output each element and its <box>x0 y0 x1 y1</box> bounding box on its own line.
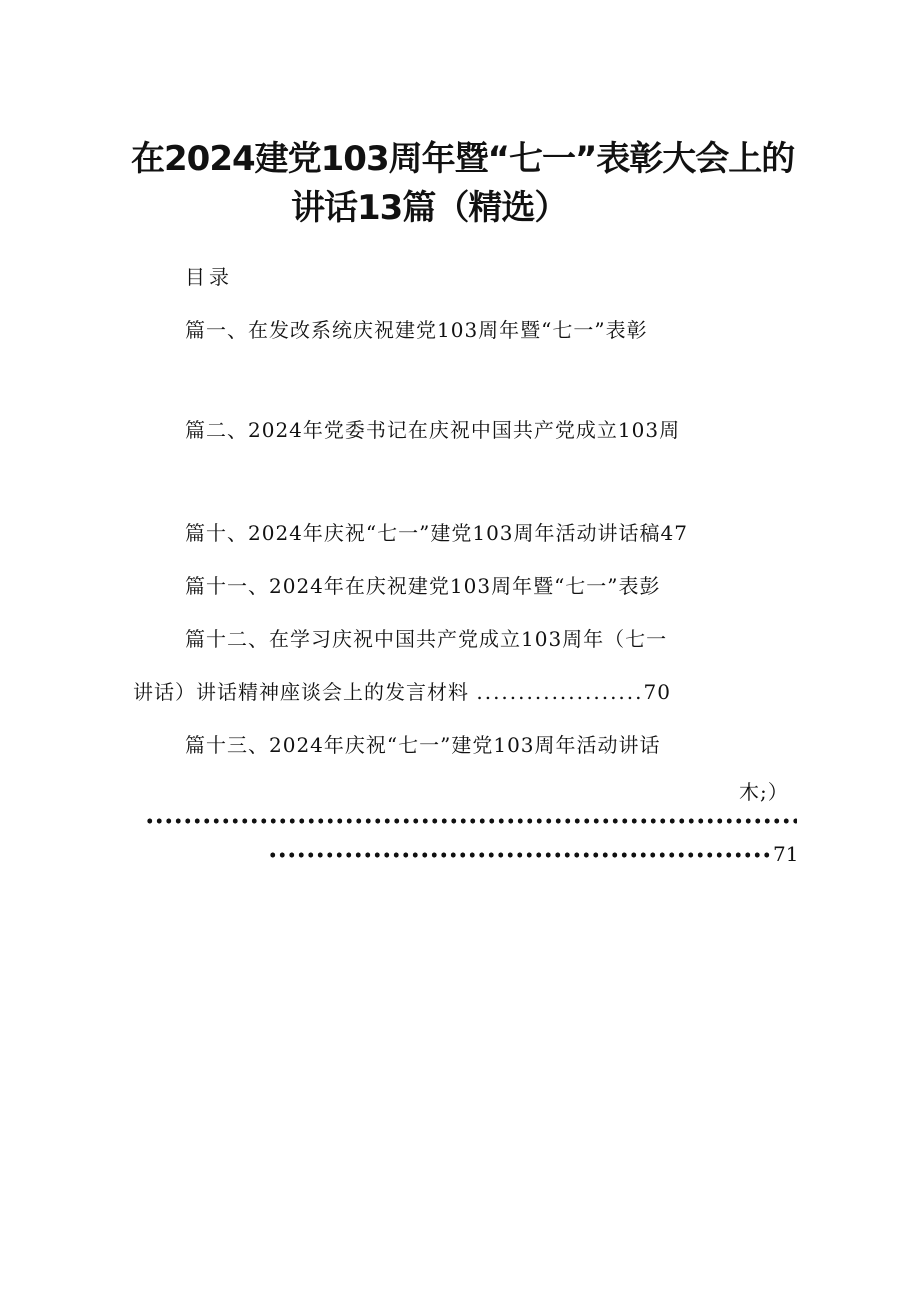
toc-page-number: 70 <box>643 680 671 704</box>
toc-entry-continuation-text: 讲话）讲话精神座谈会上的发言材料 <box>133 680 469 704</box>
toc-heading: 目录 <box>185 265 233 289</box>
document-title-line-2: 讲话13篇（精选） <box>291 188 568 228</box>
toc-entry-continuation[interactable] <box>133 676 671 705</box>
toc-entry[interactable]: 篇二、2024年党委书记在庆祝中国共产党成立103周 <box>185 418 681 442</box>
toc-entry[interactable]: 篇十二、在学习庆祝中国共产党成立103周年（七一 <box>185 627 668 651</box>
toc-entry-continuation: 木;） <box>739 780 789 804</box>
toc-entry[interactable]: 篇十三、2024年庆祝“七一”建党103周年活动讲话 <box>185 733 661 757</box>
toc-dot-leader-row <box>268 851 773 859</box>
toc-entry[interactable]: 篇十一、2024年在庆祝建党103周年暨“七一”表彭 <box>185 574 661 598</box>
document-title-line-1: 在2024建党103周年暨“七一”表彰大会上的 <box>131 139 795 179</box>
toc-dot-leader-row <box>145 817 797 825</box>
toc-entry[interactable]: 篇十、2024年庆祝“七一”建党103周年活动讲话稿47 <box>185 521 688 545</box>
toc-entry[interactable]: 篇一、在发改系统庆祝建党103周年暨“七一”表彰 <box>185 318 648 342</box>
toc-page-number: 71 <box>773 842 799 866</box>
toc-dot-leader: .................... <box>476 680 644 704</box>
